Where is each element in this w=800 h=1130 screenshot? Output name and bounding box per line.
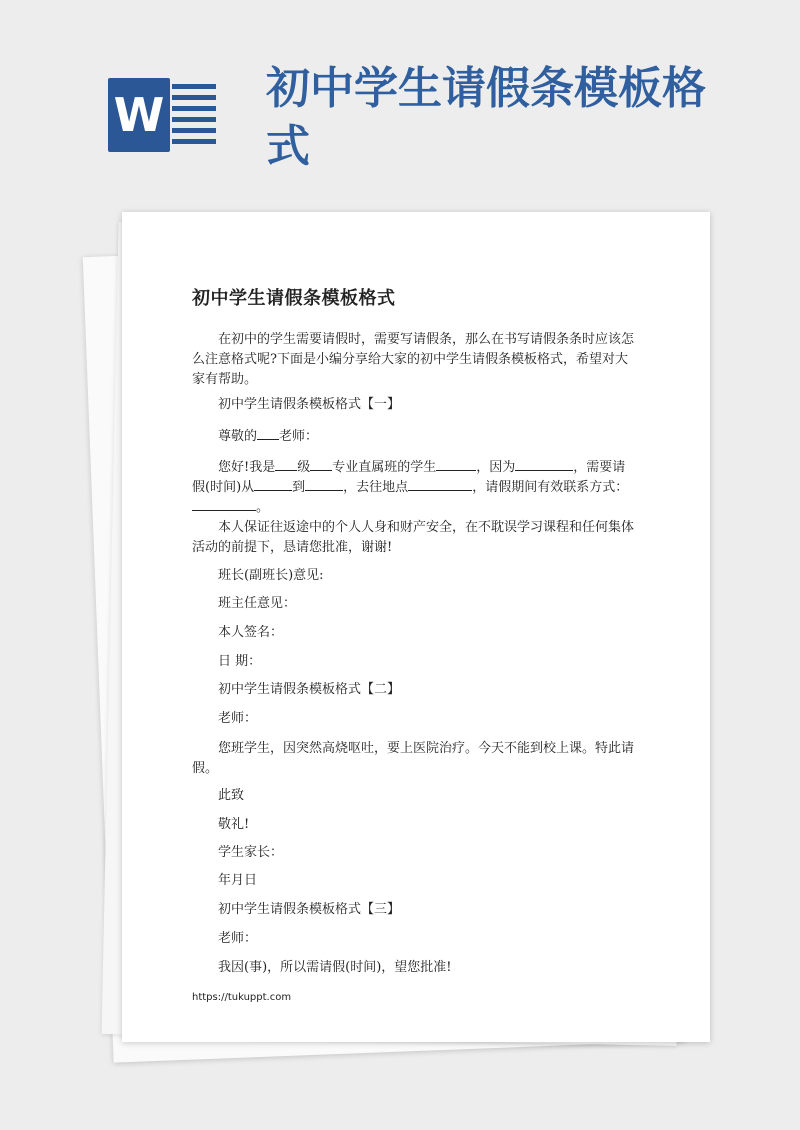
document-title: 初中学生请假条模板格式 [192, 288, 396, 309]
section3-salutation: 老师： [218, 931, 258, 946]
section2-heading: 初中学生请假条模板格式【二】 [218, 682, 401, 697]
monitor-opinion: 班长(副班长)意见: [218, 568, 324, 583]
blank-grade[interactable] [275, 456, 297, 471]
section3-body: 我因(事)，所以需请假(时间)，望您批准! [218, 960, 452, 975]
section1-body-line1: 您好!我是 级 专业直属班的学生 ，因为 ，需要请 [218, 456, 625, 478]
section1-salutation: 尊敬的 老师： [218, 425, 318, 447]
intro-paragraph: 在初中的学生需要请假时，需要写请假条，那么在书写请假条条时应该怎么注意格式呢?下面是小编分享给大家的初中学生请假条模板格式，希望对大家有帮助。 [192, 332, 635, 387]
closing-regards: 此致 [218, 788, 245, 803]
section2-date: 年月日 [218, 873, 258, 888]
section1-body-line2: 假(时间)从 到 ，去往地点 ，请假期间有效联系方式： [192, 476, 628, 498]
word-lines-icon [172, 84, 216, 148]
section3-heading: 初中学生请假条模板格式【三】 [218, 902, 401, 917]
section1-heading: 初中学生请假条模板格式【一】 [218, 397, 401, 412]
blank-start-time[interactable] [254, 476, 292, 491]
guarantee-paragraph: 本人保证往返途中的个人人身和财产安全，在不耽误学习课程和任何集体活动的前提下，恳请您批准，谢谢! [192, 520, 635, 555]
section1-body-line3: 。 [192, 496, 269, 518]
section2-body: 您班学生，因突然高烧呕吐，要上医院治疗。今天不能到校上课。特此请假。 [192, 741, 635, 776]
blank-major[interactable] [310, 456, 332, 471]
head-teacher-opinion: 班主任意见： [218, 596, 297, 611]
document-page [122, 212, 710, 1042]
word-letter: W [108, 78, 170, 152]
section2-salutation: 老师： [218, 711, 258, 726]
word-document-icon [108, 72, 216, 158]
signature-line: 本人签名： [218, 625, 284, 640]
page-header [0, 0, 800, 200]
blank-destination[interactable] [408, 476, 472, 491]
blank-reason[interactable] [515, 456, 573, 471]
blank-end-time[interactable] [305, 476, 343, 491]
date-line: 日 期： [218, 654, 262, 669]
closing-salute: 敬礼! [218, 817, 250, 832]
footer-url[interactable]: https://tukuppt.com [192, 992, 292, 1003]
parent-signature: 学生家长： [218, 845, 284, 860]
blank-contact[interactable] [192, 496, 256, 511]
page-title: 初中学生请假条模板格式 [266, 63, 706, 172]
blank-teacher-name[interactable] [257, 425, 279, 440]
blank-student-name[interactable] [436, 456, 476, 471]
